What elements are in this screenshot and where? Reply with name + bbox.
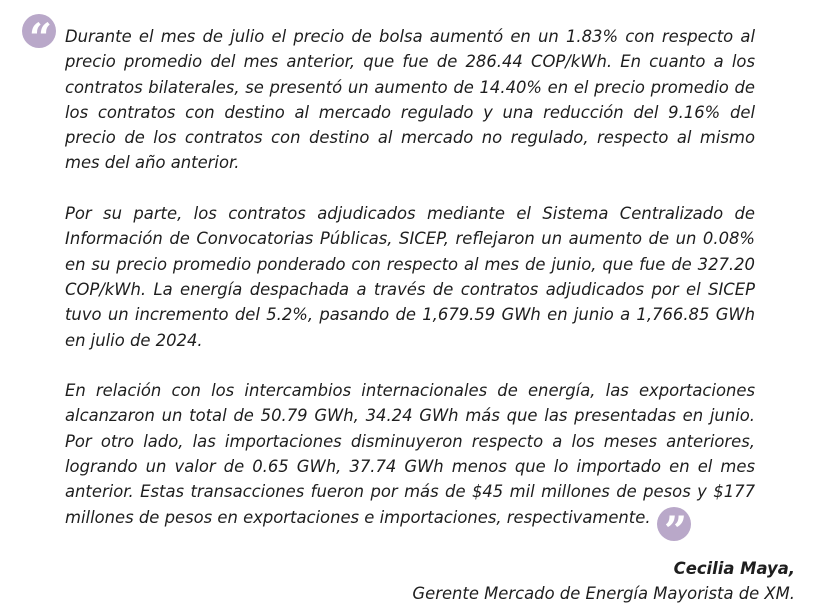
quote-body: [65, 24, 755, 530]
close-quote-icon: ”: [657, 507, 691, 541]
open-quote-icon: “: [22, 14, 56, 48]
signature-title: Gerente Mercado de Energía Mayorista de XM.: [412, 584, 795, 603]
signature-name: Cecilia Maya,: [673, 559, 795, 578]
quote-paragraph-3: En relación con los intercambios internacionales de energía, las exportaciones alcanzaron un total de 50.79 GWh, 34.24 GWh más que las presentadas en junio. Por otro lado, las importaciones disminuyeron respecto a los meses anteriores, logrando un valor de 0.65 GWh, 37.74 GWh menos que lo importado en el mes anterior. Estas transacciones fueron por más de $45 mil millones de pesos y $177 millones de pesos en exportaciones e importaciones, respectivamente.: [65, 381, 755, 527]
signature: [412, 556, 795, 606]
quote-paragraph-1: Durante el mes de julio el precio de bolsa aumentó en un 1.83% con respecto al precio promedio del mes anterior, que fue de 286.44 COP/kWh. En cuanto a los contratos bilaterales, se presentó un aumento de 14.40% en el precio promedio de los contratos con destino al mercado regulado y una reducción del 9.16% del precio de los contratos con destino al mercado no regulado, respecto al mismo mes del año anterior.: [65, 27, 755, 173]
quote-paragraph-2: Por su parte, los contratos adjudicados mediante el Sistema Centralizado de Información de Convocatorias Públicas, SICEP, reflejaron un aumento de un 0.08% en su precio promedio ponderado con respecto al mes de junio, que fue de 327.20 COP/kWh. La energía despachada a través de contratos adjudicados por el SICEP tuvo un incremento del 5.2%, pasando de 1,679.59 GWh en junio a 1,766.85 GWh en julio de 2024.: [65, 204, 755, 350]
